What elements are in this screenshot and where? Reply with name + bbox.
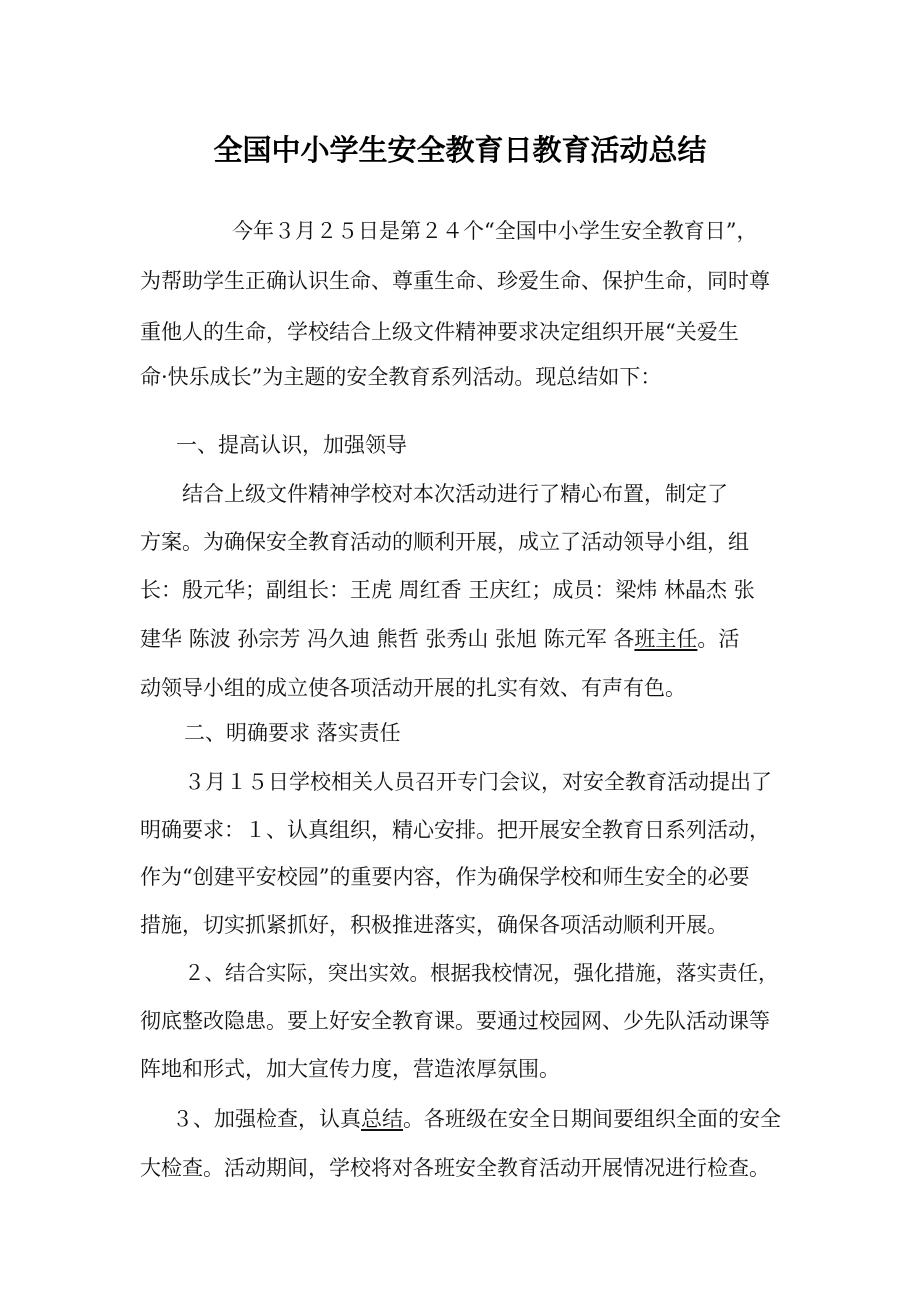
paragraph-line: ３月１５日学校相关人员召开专门会议，对安全教育活动提出了 <box>184 770 772 794</box>
class-teacher-link[interactable]: 班主任 <box>634 627 698 651</box>
paragraph-line: 动领导小组的成立使各项活动开展的扎实有效、有声有色。 <box>140 676 686 700</box>
section-heading: 一、提高认识，加强领导 <box>176 433 407 457</box>
paragraph-line: 为帮助学生正确认识生命、尊重生命、珍爱生命、保护生命，同时尊 <box>140 269 770 293</box>
paragraph-line: 明确要求：１、认真组织，精心安排。把开展安全教育日系列活动， <box>140 818 770 842</box>
paragraph-line <box>172 1104 781 1134</box>
paragraph-line: 作为“创建平安校园”的重要内容，作为确保学校和师生安全的必要 <box>140 865 750 889</box>
line-text: 。活 <box>697 627 740 651</box>
paragraph-line: 措施，切实抓紧抓好，积极推进落实，确保各项活动顺利开展。 <box>140 913 728 937</box>
paragraph-line: 重他人的生命，学校结合上级文件精神要求决定组织开展“关爱生 <box>140 320 739 344</box>
line-text: 建华 陈波 孙宗芳 冯久迪 熊哲 张秀山 张旭 陈元军 各 <box>140 627 635 651</box>
paragraph-line: ２、结合实际，突出实效。根据我校情况，强化措施，落实责任， <box>184 961 779 985</box>
paragraph-line: 结合上级文件精神学校对本次活动进行了精心布置，制定了 <box>182 482 728 506</box>
paragraph-line: 大检查。活动期间，学校将对各班安全教育活动开展情况进行检查。 <box>140 1156 770 1180</box>
line-text: ３、加强检查，认真 <box>172 1107 361 1131</box>
paragraph-line: 方案。为确保安全教育活动的顺利开展，成立了活动领导小组，组 <box>140 530 749 554</box>
paragraph-line: 长：殷元华；副组长：王虎 周红香 王庆红；成员：梁炜 林晶杰 张 <box>140 578 755 602</box>
document-title: 全国中小学生安全教育日教育活动总结 <box>213 133 707 167</box>
paragraph-line <box>140 624 739 654</box>
paragraph-line: 今年３月２５日是第２４个“全国中小学生安全教育日”， <box>232 219 758 243</box>
section-heading: 二、明确要求 落实责任 <box>184 721 401 745</box>
paragraph-line: 阵地和形式，加大宣传力度，营造浓厚氛围。 <box>140 1057 560 1081</box>
summary-link[interactable]: 总结 <box>361 1107 403 1131</box>
paragraph-line: 彻底整改隐患。要上好安全教育课。要通过校园网、少先队活动课等 <box>140 1009 770 1033</box>
paragraph-line: 命·快乐成长”为主题的安全教育系列活动。现总结如下： <box>140 365 662 389</box>
line-text: 。各班级在安全日期间要组织全面的安全 <box>403 1107 781 1131</box>
